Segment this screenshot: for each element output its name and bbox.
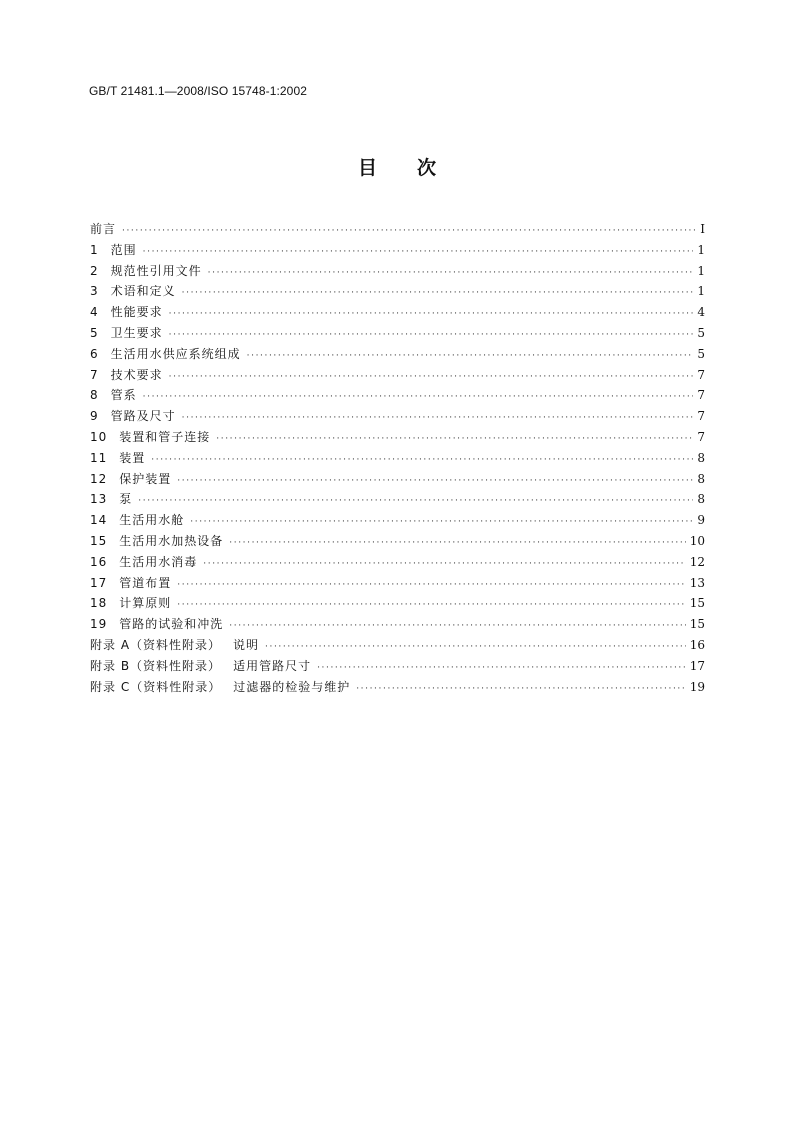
toc-entry[interactable] [90,614,705,635]
toc-leader-dots [182,408,694,429]
toc-entry-page: 1 [697,242,705,257]
toc-entry[interactable] [90,677,705,698]
toc-entry-page: 7 [697,409,705,424]
toc-entry[interactable] [90,406,705,427]
toc-entry-page: 15 [689,596,705,611]
toc-entry[interactable] [90,344,705,365]
toc-entry-number: 附录 C（资料性附录） [90,679,222,694]
toc-entry-label: 适用管路尺寸 [233,658,312,673]
toc-entry[interactable] [90,302,705,323]
toc-entry[interactable] [90,427,705,448]
toc-entry-label: 过滤器的检验与维护 [233,679,351,694]
toc-entry-number: 15 [90,533,108,548]
toc-entry-page: 10 [689,533,705,548]
toc-entry-label: 装置和管子连接 [119,429,211,444]
toc-entry-page: 17 [689,658,705,673]
page-title: 目次 [357,157,476,179]
toc-leader-dots [169,367,694,388]
toc-entry-page: 7 [697,429,705,444]
toc-entry-number: 1 [90,242,99,257]
toc-entry-number: 10 [90,429,108,444]
toc-entry-label: 生活用水加热设备 [119,533,224,548]
toc-entry[interactable] [90,531,705,552]
toc-entry-page: 19 [689,679,705,694]
toc-entry-number: 11 [90,450,108,465]
toc-entry-number: 5 [90,325,99,340]
toc-entry[interactable] [90,281,705,302]
toc-entry[interactable] [90,552,705,573]
toc-entry[interactable] [90,219,705,240]
toc-entry-number: 9 [90,409,99,424]
toc-leader-dots [356,679,686,700]
toc-entry-page: 1 [697,263,705,278]
toc-entry-page: 7 [697,367,705,382]
toc-entry-label: 保护装置 [119,471,172,486]
toc-entry-label: 装置 [119,450,146,465]
toc-entry[interactable] [90,385,705,406]
toc-entry-label: 计算原则 [119,596,172,611]
toc-entry-number: 3 [90,284,99,299]
toc-entry-page: 15 [689,617,705,632]
toc-leader-dots [177,471,693,492]
toc-entry-page: 16 [689,637,705,652]
toc-entry[interactable] [90,635,705,656]
toc-entry-label: 说明 [233,637,260,652]
toc-leader-dots [265,637,686,658]
toc-leader-dots [177,575,685,596]
toc-leader-dots [151,450,693,471]
toc-entry-number: 6 [90,346,99,361]
toc-entry-number: 17 [90,575,108,590]
toc-entry-number: 13 [90,492,108,507]
toc-entry-label: 管路的试验和冲洗 [119,617,224,632]
toc-entry-number: 18 [90,596,108,611]
toc-entry-page: 8 [697,471,705,486]
toc-entry-number: 8 [90,388,99,403]
standard-number: GB/T 21481.1—2008/ISO 15748-1:2002 [89,84,307,98]
toc-leader-dots [190,512,693,533]
toc-leader-dots [169,325,694,346]
toc-entry-number: 19 [90,617,108,632]
toc-leader-dots [216,429,693,450]
toc-leader-dots [169,304,694,325]
toc-leader-dots [138,491,693,512]
toc-leader-dots [143,387,694,408]
toc-leader-dots [182,283,694,304]
toc-entry[interactable] [90,323,705,344]
toc-entry-label: 生活用水舱 [119,513,185,528]
toc-entry[interactable] [90,365,705,386]
toc-entry-page: 8 [697,492,705,507]
toc-entry-number: 14 [90,513,108,528]
toc-entry-label: 规范性引用文件 [110,263,202,278]
toc-entry-page: 8 [697,450,705,465]
toc-leader-dots [247,346,694,367]
toc-entry-label: 生活用水供应系统组成 [110,346,241,361]
toc-entry-page: 4 [697,305,705,320]
toc-entry-page: 1 [697,284,705,299]
toc-entry[interactable] [90,489,705,510]
toc-entry-label: 泵 [119,492,133,507]
toc-entry-number: 16 [90,554,108,569]
toc-entry-label: 管系 [110,388,137,403]
toc-entry-label: 范围 [110,242,137,257]
toc-entry-number: 附录 B（资料性附录） [90,658,222,673]
toc-leader-dots [177,595,685,616]
toc-entry[interactable] [90,593,705,614]
toc-entry-label: 生活用水消毒 [119,554,198,569]
table-of-contents [90,219,705,697]
toc-leader-dots [229,616,685,637]
toc-entry-page: 7 [697,388,705,403]
toc-entry-label: 性能要求 [110,305,163,320]
toc-entry-number: 附录 A（资料性附录） [90,637,222,652]
toc-entry[interactable] [90,261,705,282]
toc-entry-label: 技术要求 [110,367,163,382]
toc-entry-page: 12 [689,554,705,569]
toc-entry[interactable] [90,448,705,469]
toc-entry-label: 管路及尺寸 [110,409,176,424]
toc-leader-dots [317,658,686,679]
toc-entry[interactable] [90,240,705,261]
toc-entry-label: 管道布置 [119,575,172,590]
toc-entry-page: 5 [697,346,705,361]
toc-leader-dots [203,554,685,575]
toc-entry[interactable] [90,573,705,594]
toc-entry-label: 术语和定义 [110,284,176,299]
toc-leader-dots [143,242,694,263]
toc-entry-page: 5 [697,325,705,340]
toc-entry[interactable] [90,469,705,490]
toc-entry-page: 13 [689,575,705,590]
toc-entry-page: 9 [697,513,705,528]
toc-entry-number: 12 [90,471,108,486]
toc-entry-number: 2 [90,263,99,278]
toc-entry-label: 前言 [90,222,117,236]
toc-entry-number: 7 [90,367,99,382]
toc-entry[interactable] [90,656,705,677]
toc-entry-number: 4 [90,305,99,320]
toc-leader-dots [208,263,694,284]
toc-entry[interactable] [90,510,705,531]
toc-leader-dots [122,221,696,242]
toc-leader-dots [229,533,685,554]
toc-entry-page: I [700,222,705,236]
toc-entry-label: 卫生要求 [110,325,163,340]
